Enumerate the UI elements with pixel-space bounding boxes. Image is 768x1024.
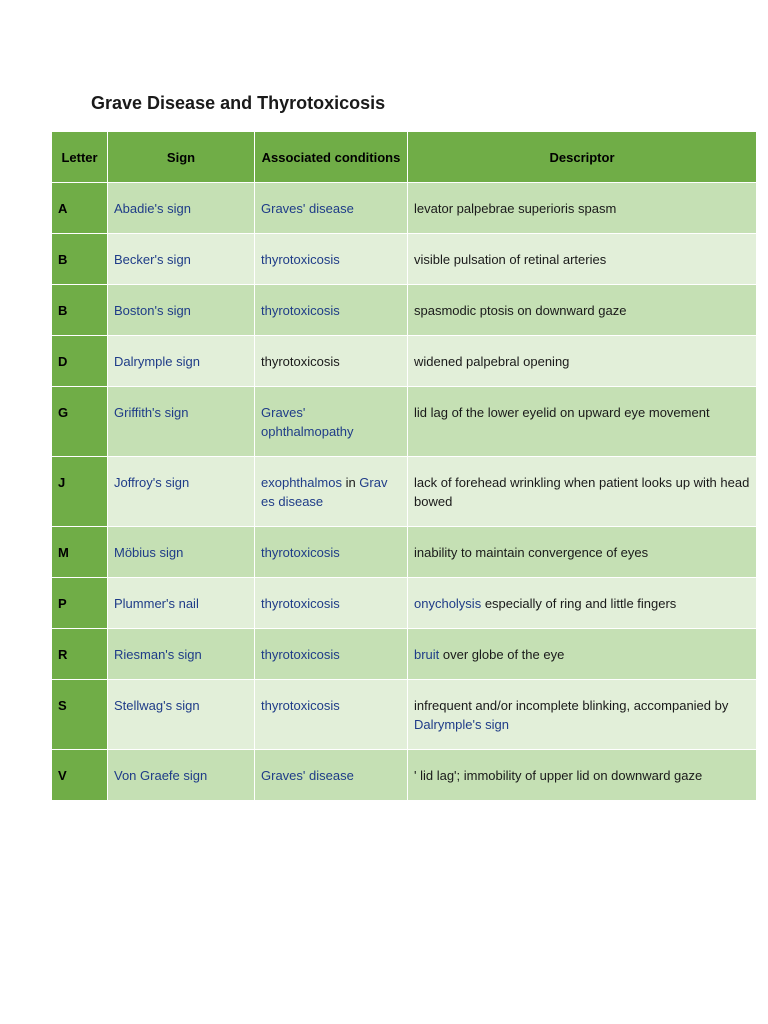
table-row <box>52 285 757 336</box>
table-row <box>52 629 757 680</box>
cell-descriptor <box>408 234 757 285</box>
text-segment: lack of forehead wrinkling when patient looks up with head bowed <box>414 475 750 509</box>
cell-letter <box>52 578 108 629</box>
cell-sign <box>108 629 255 680</box>
cell-associated-conditions <box>255 183 408 234</box>
cell-sign <box>108 750 255 801</box>
table-row <box>52 750 757 801</box>
sign-link[interactable]: Abadie's sign <box>114 201 191 216</box>
cell-associated-conditions <box>255 387 408 457</box>
text-segment: levator palpebrae superioris spasm <box>414 201 617 216</box>
cell-sign <box>108 527 255 578</box>
sign-link[interactable]: Joffroy's sign <box>114 475 190 490</box>
text-link[interactable]: bruit <box>414 647 440 662</box>
letter-text: P <box>58 596 67 611</box>
table-row <box>52 336 757 387</box>
cell-sign <box>108 183 255 234</box>
cell-associated-conditions <box>255 578 408 629</box>
cell-sign <box>108 578 255 629</box>
letter-text: M <box>58 545 69 560</box>
cell-descriptor <box>408 387 757 457</box>
table-row <box>52 457 757 527</box>
letter-text: D <box>58 354 68 369</box>
cell-letter <box>52 457 108 527</box>
text-link[interactable]: Dalrymple's sign <box>414 717 509 732</box>
text-segment: in <box>341 475 360 490</box>
cell-letter <box>52 285 108 336</box>
sign-link[interactable]: Stellwag's sign <box>114 698 200 713</box>
text-link[interactable]: thyrotoxicosis <box>261 647 340 662</box>
cell-descriptor <box>408 183 757 234</box>
cell-letter <box>52 387 108 457</box>
header-associated-conditions: Associated conditions <box>255 132 408 183</box>
table-row <box>52 183 757 234</box>
cell-letter <box>52 336 108 387</box>
cell-descriptor <box>408 578 757 629</box>
signs-table <box>51 131 757 801</box>
text-link[interactable]: onycholysis <box>414 596 482 611</box>
text-link[interactable]: Graves' ophthalmopathy <box>261 405 354 439</box>
cell-sign <box>108 457 255 527</box>
cell-associated-conditions <box>255 527 408 578</box>
sign-link[interactable]: Von Graefe sign <box>114 768 208 783</box>
sign-link[interactable]: Plummer's nail <box>114 596 199 611</box>
cell-descriptor <box>408 680 757 750</box>
letter-text: G <box>58 405 69 420</box>
letter-text: R <box>58 647 68 662</box>
cell-associated-conditions <box>255 285 408 336</box>
cell-sign <box>108 285 255 336</box>
text-segment: inability to maintain convergence of eyes <box>414 545 649 560</box>
text-link[interactable]: Graves' disease <box>261 768 354 783</box>
cell-letter <box>52 527 108 578</box>
cell-letter <box>52 234 108 285</box>
table-header-row <box>52 132 757 183</box>
cell-descriptor <box>408 336 757 387</box>
cell-descriptor <box>408 527 757 578</box>
table-row <box>52 527 757 578</box>
header-sign: Sign <box>108 132 255 183</box>
cell-descriptor <box>408 457 757 527</box>
text-link[interactable]: exophthalmos <box>261 475 342 490</box>
header-descriptor: Descriptor <box>408 132 757 183</box>
text-link[interactable]: Grav es disease <box>261 475 388 509</box>
cell-letter <box>52 629 108 680</box>
table-row <box>52 680 757 750</box>
text-link[interactable]: thyrotoxicosis <box>261 545 340 560</box>
sign-link[interactable]: Griffith's sign <box>114 405 189 420</box>
cell-sign <box>108 234 255 285</box>
text-segment: especially of ring and little fingers <box>481 596 677 611</box>
letter-text: B <box>58 252 68 267</box>
letter-text: A <box>58 201 68 216</box>
text-link[interactable]: thyrotoxicosis <box>261 252 340 267</box>
text-segment: widened palpebral opening <box>414 354 570 369</box>
cell-descriptor <box>408 750 757 801</box>
text-segment: over globe of the eye <box>439 647 565 662</box>
text-segment: lid lag of the lower eyelid on upward eye movement <box>414 405 710 420</box>
letter-text: B <box>58 303 68 318</box>
cell-descriptor <box>408 285 757 336</box>
cell-sign <box>108 680 255 750</box>
cell-sign <box>108 387 255 457</box>
sign-link[interactable]: Riesman's sign <box>114 647 202 662</box>
text-segment: spasmodic ptosis on downward gaze <box>414 303 627 318</box>
cell-letter <box>52 183 108 234</box>
cell-associated-conditions <box>255 234 408 285</box>
cell-sign <box>108 336 255 387</box>
table-row <box>52 234 757 285</box>
cell-letter <box>52 680 108 750</box>
text-link[interactable]: thyrotoxicosis <box>261 596 340 611</box>
text-link[interactable]: Graves' disease <box>261 201 354 216</box>
cell-descriptor <box>408 629 757 680</box>
text-link[interactable]: thyrotoxicosis <box>261 698 340 713</box>
sign-link[interactable]: Becker's sign <box>114 252 191 267</box>
cell-associated-conditions <box>255 750 408 801</box>
letter-text: J <box>58 475 66 490</box>
sign-link[interactable]: Dalrymple sign <box>114 354 200 369</box>
cell-associated-conditions <box>255 457 408 527</box>
cell-letter <box>52 750 108 801</box>
text-segment: visible pulsation of retinal arteries <box>414 252 607 267</box>
sign-link[interactable]: Boston's sign <box>114 303 191 318</box>
letter-text: V <box>58 768 67 783</box>
sign-link[interactable]: Möbius sign <box>114 545 184 560</box>
letter-text: S <box>58 698 67 713</box>
page-title: Grave Disease and Thyrotoxicosis <box>91 93 386 113</box>
header-letter: Letter <box>52 132 108 183</box>
text-segment: thyrotoxicosis <box>261 354 340 369</box>
cell-associated-conditions <box>255 629 408 680</box>
text-link[interactable]: thyrotoxicosis <box>261 303 340 318</box>
cell-associated-conditions <box>255 336 408 387</box>
table-body <box>52 183 757 801</box>
cell-associated-conditions <box>255 680 408 750</box>
text-segment: infrequent and/or incomplete blinking, accompanied by <box>414 698 729 713</box>
table-row <box>52 387 757 457</box>
table-row <box>52 578 757 629</box>
text-segment: ' lid lag'; immobility of upper lid on downward gaze <box>414 768 703 783</box>
